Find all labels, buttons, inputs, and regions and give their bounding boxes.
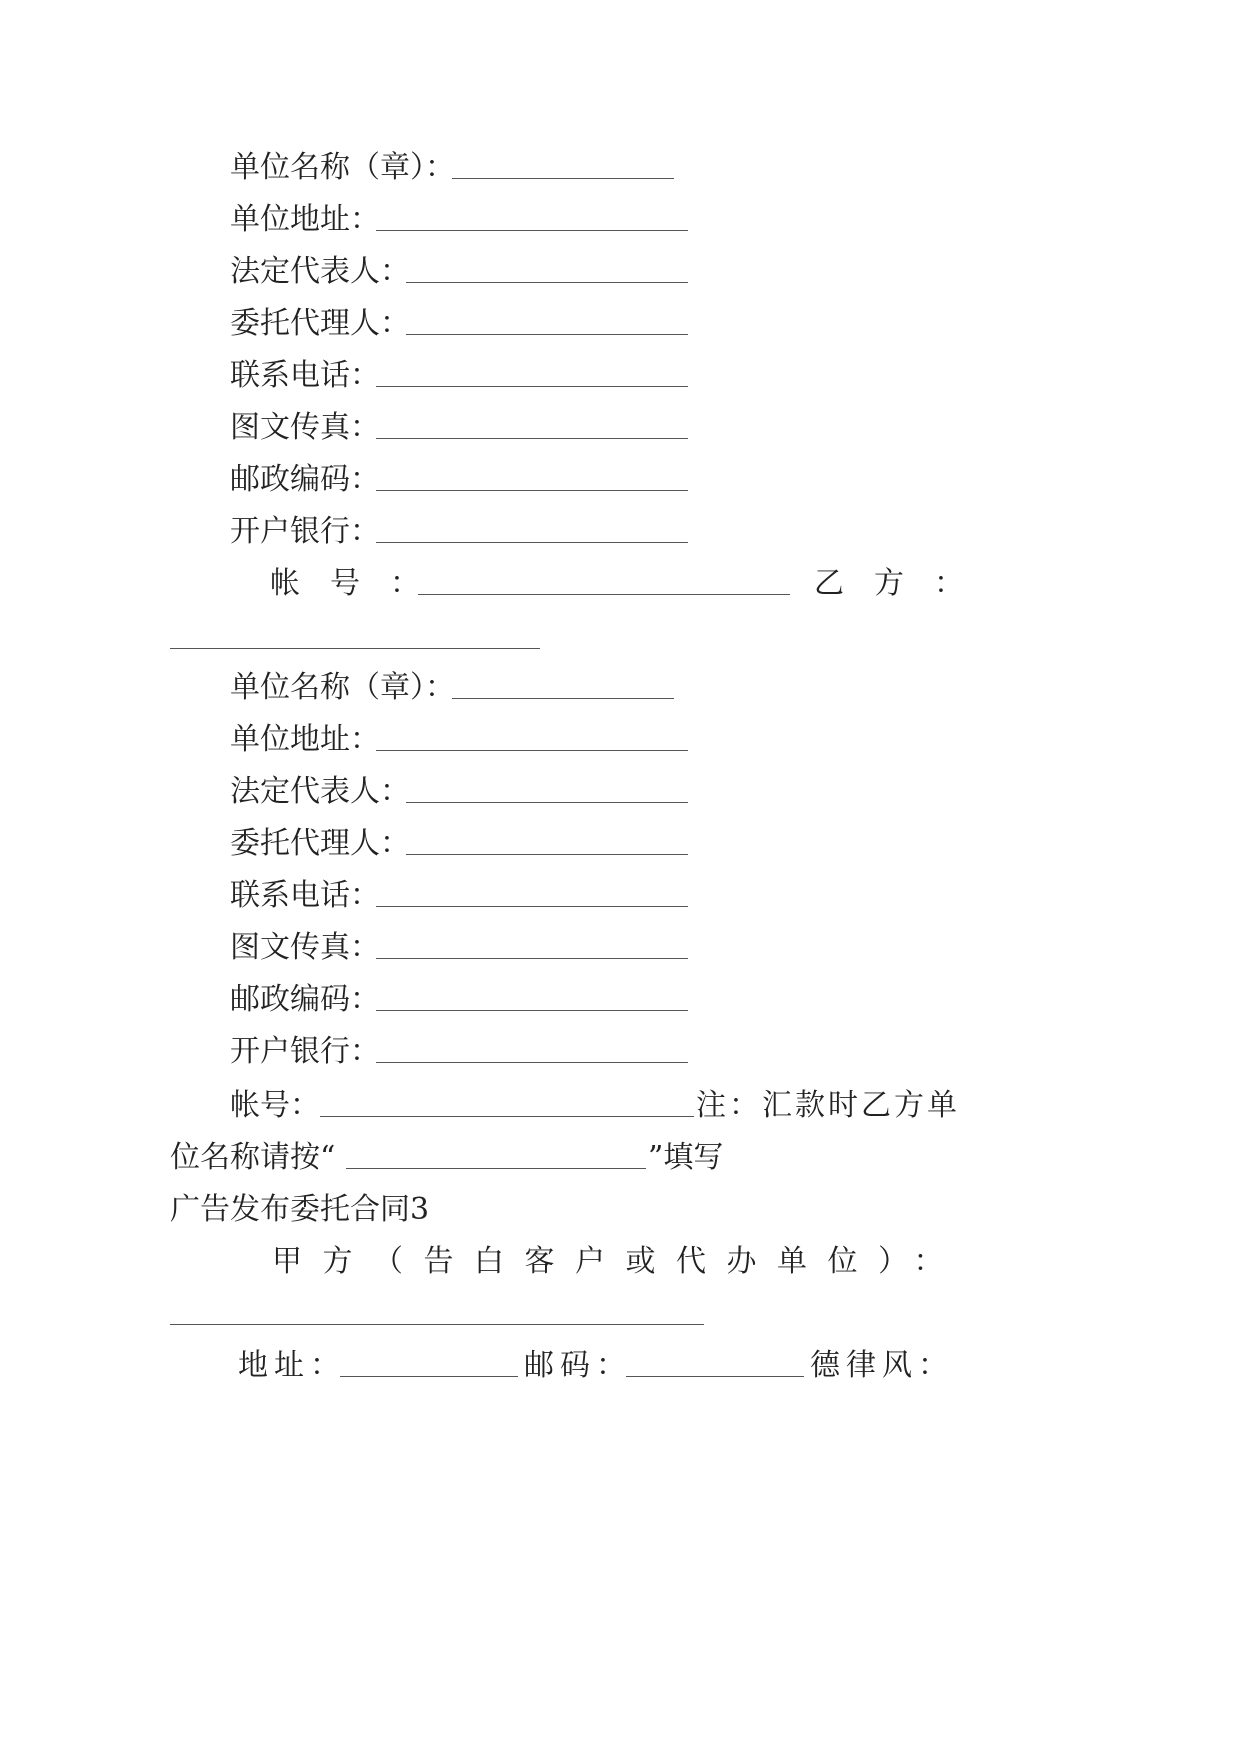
party-b-note-continuation-suffix: ”填写 bbox=[648, 1140, 724, 1175]
party-a-legal-rep-label: 法定代表人： bbox=[230, 254, 410, 289]
party-a-phone-label: 联系电话： bbox=[230, 358, 380, 393]
party-b-note-name-blank[interactable] bbox=[346, 1168, 646, 1169]
party-a-agent-label: 委托代理人： bbox=[230, 306, 410, 341]
party-b-postal-code-label: 邮政编码： bbox=[230, 982, 380, 1017]
party-a-postal-code-label: 邮政编码： bbox=[230, 462, 380, 497]
party-a-postal-code-blank[interactable] bbox=[376, 490, 688, 491]
party-a-unit-name-blank[interactable] bbox=[452, 178, 674, 179]
party-b-fax-label: 图文传真： bbox=[230, 930, 380, 965]
party-a-fax-blank[interactable] bbox=[376, 438, 688, 439]
party-a-bank-label: 开户银行： bbox=[230, 514, 380, 549]
party-b-unit-address-blank[interactable] bbox=[376, 750, 688, 751]
contract3-address-blank[interactable] bbox=[340, 1376, 518, 1377]
party-b-legal-rep-blank[interactable] bbox=[406, 802, 688, 803]
party-b-bank-label: 开户银行： bbox=[230, 1034, 380, 1069]
party-a-unit-name-label: 单位名称（章）： bbox=[230, 150, 455, 185]
party-b-account-blank[interactable] bbox=[320, 1116, 694, 1117]
party-b-phone-label: 联系电话： bbox=[230, 878, 380, 913]
party-a-fax-label: 图文传真： bbox=[230, 410, 380, 445]
party-a-account-label: 帐号： bbox=[270, 566, 450, 601]
party-b-agent-label: 委托代理人： bbox=[230, 826, 410, 861]
party-b-unit-name-label: 单位名称（章）： bbox=[230, 670, 455, 705]
party-b-fax-blank[interactable] bbox=[376, 958, 688, 959]
party-a-agent-blank[interactable] bbox=[406, 334, 688, 335]
party-a-account-blank[interactable] bbox=[418, 594, 790, 595]
contract3-party-a-line: 甲方（告白客户或代办单位）： bbox=[272, 1244, 964, 1279]
contract3-address-label: 地址： bbox=[238, 1348, 346, 1383]
party-b-postal-code-blank[interactable] bbox=[376, 1010, 688, 1011]
party-a-legal-rep-blank[interactable] bbox=[406, 282, 688, 283]
party-b-heading-label: 乙方： bbox=[814, 566, 994, 601]
contract3-postcode-blank[interactable] bbox=[626, 1376, 804, 1377]
party-b-agent-blank[interactable] bbox=[406, 854, 688, 855]
party-b-note-continuation-prefix: 位名称请按“ bbox=[170, 1140, 336, 1175]
party-b-unit-address-label: 单位地址： bbox=[230, 722, 380, 757]
contract3-phone-label: 德律风： bbox=[810, 1348, 954, 1383]
party-b-account-label: 帐号： bbox=[230, 1088, 320, 1123]
party-a-bank-blank[interactable] bbox=[376, 542, 688, 543]
party-a-phone-blank[interactable] bbox=[376, 386, 688, 387]
party-b-note: 注：汇款时乙方单 bbox=[696, 1088, 960, 1123]
party-b-legal-rep-label: 法定代表人： bbox=[230, 774, 410, 809]
contract3-party-a-blank[interactable] bbox=[170, 1324, 704, 1325]
party-b-heading-blank[interactable] bbox=[170, 648, 540, 649]
party-b-phone-blank[interactable] bbox=[376, 906, 688, 907]
party-b-unit-name-blank[interactable] bbox=[452, 698, 674, 699]
party-a-unit-address-label: 单位地址： bbox=[230, 202, 380, 237]
contract3-heading: 广告发布委托合同3 bbox=[170, 1192, 430, 1227]
contract3-postcode-label: 邮码： bbox=[524, 1348, 632, 1383]
party-b-bank-blank[interactable] bbox=[376, 1062, 688, 1063]
party-a-unit-address-blank[interactable] bbox=[376, 230, 688, 231]
